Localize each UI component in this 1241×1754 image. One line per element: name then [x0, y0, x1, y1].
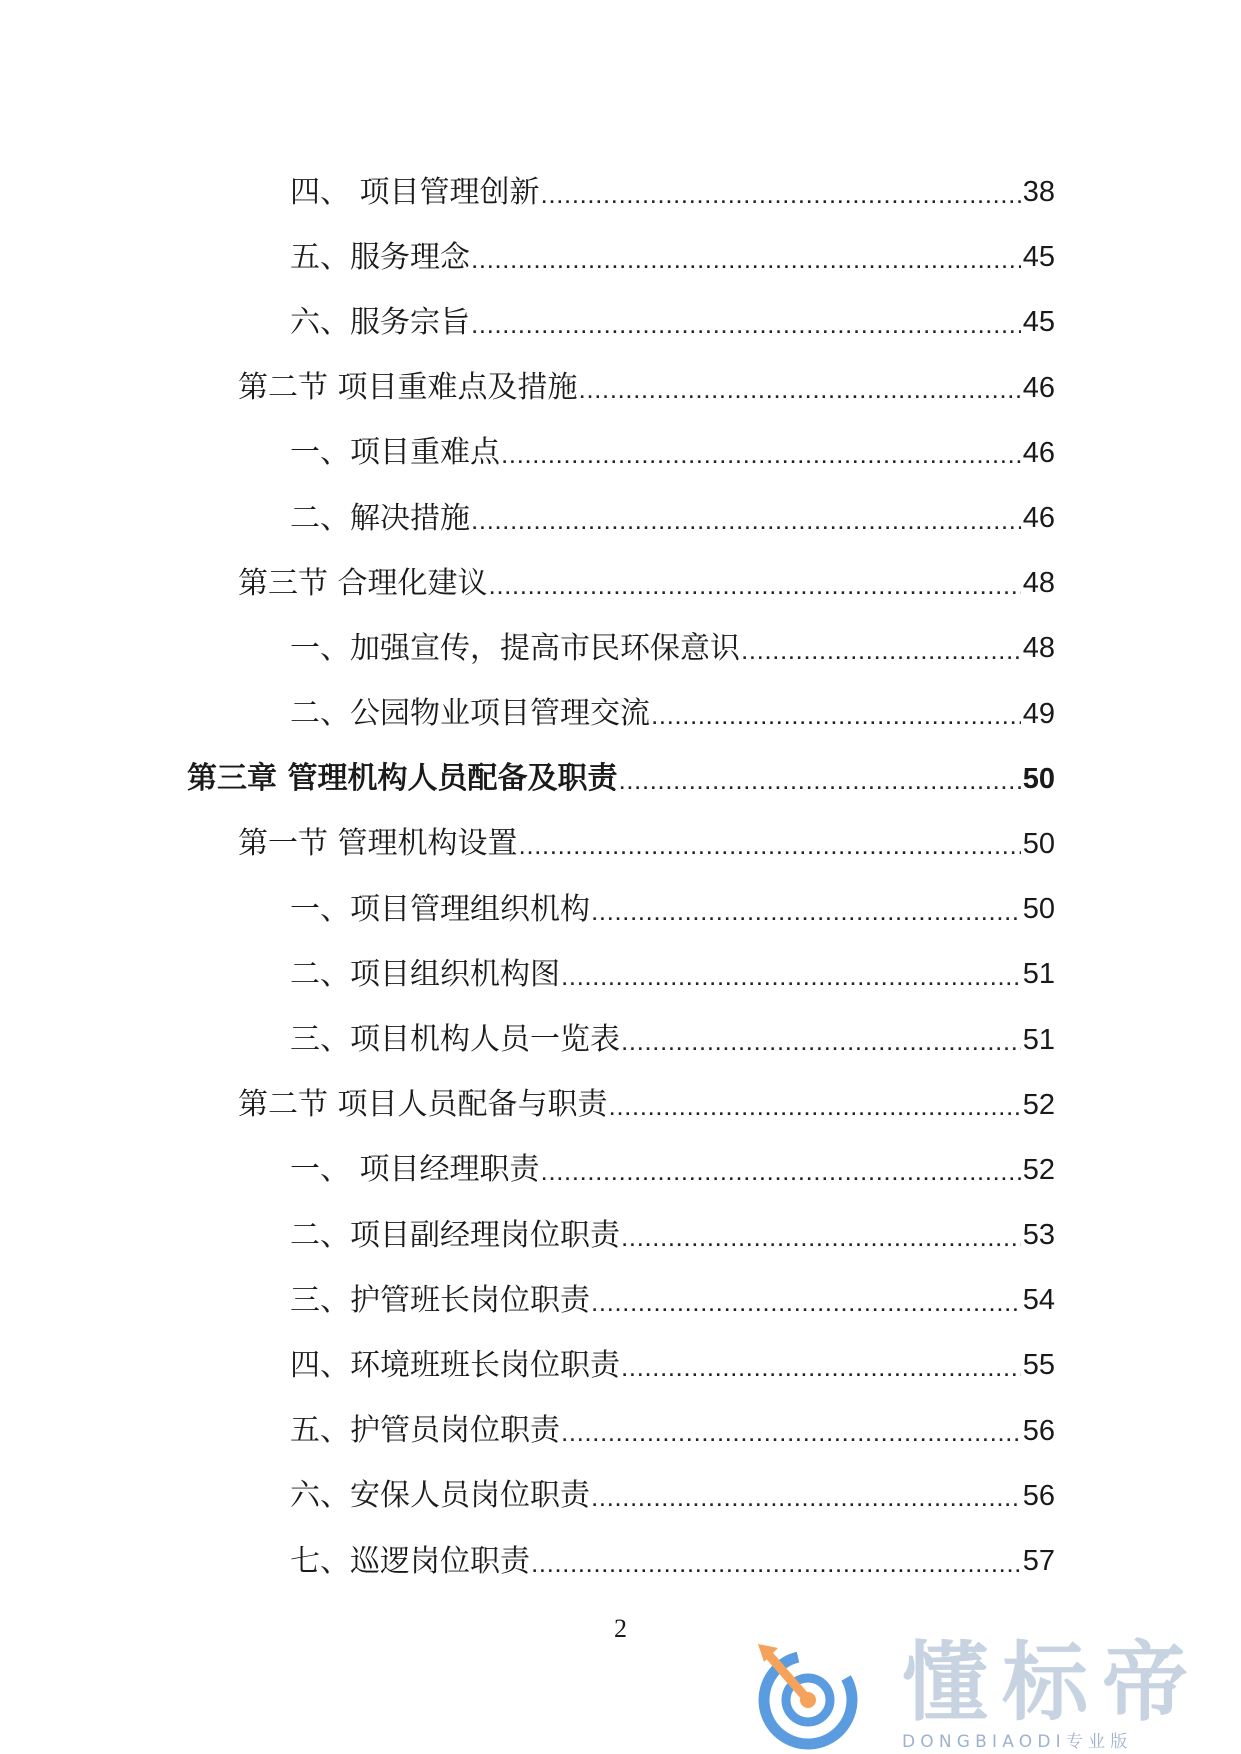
watermark-brand-name: 懂标帝 — [902, 1633, 1202, 1733]
toc-dot-leader — [562, 1416, 1021, 1446]
toc-entry-page: 51 — [1022, 1023, 1055, 1056]
toc-dot-leader — [580, 373, 1021, 403]
toc-entry-title: 三、护管班长岗位职责 — [290, 1282, 590, 1318]
toc-dot-leader — [592, 1286, 1021, 1316]
toc-entry-title: 五、护管员岗位职责 — [290, 1413, 560, 1449]
toc-entry[interactable] — [0, 1399, 1241, 1464]
toc-entry-page: 46 — [1022, 502, 1055, 535]
toc-dot-leader — [592, 895, 1021, 925]
toc-dot-leader — [652, 699, 1021, 729]
toc-entry-page: 46 — [1022, 371, 1055, 404]
toc-entry-title: 二、项目副经理岗位职责 — [290, 1217, 620, 1253]
toc-dot-leader — [502, 438, 1021, 468]
toc-entry[interactable] — [0, 1268, 1241, 1333]
toc-entry[interactable] — [0, 616, 1241, 681]
toc-entry[interactable] — [0, 1203, 1241, 1268]
page-number: 2 — [614, 1614, 627, 1643]
toc-entry-title: 第二节 项目重难点及措施 — [238, 370, 578, 406]
toc-entry[interactable] — [0, 1464, 1241, 1529]
toc-entry-page: 50 — [1022, 827, 1055, 860]
toc-entry-title: 一、加强宣传，提高市民环保意识 — [290, 630, 740, 666]
toc-entry-page: 56 — [1022, 1479, 1055, 1512]
toc-section-entry[interactable] — [0, 356, 1241, 421]
toc-entry-page: 45 — [1022, 306, 1055, 339]
toc-entry-title: 二、解决措施 — [290, 500, 470, 536]
toc-entry[interactable] — [0, 682, 1241, 747]
toc-entry-page: 48 — [1022, 567, 1055, 600]
toc-entry-title: 第三章 管理机构人员配备及职责 — [187, 761, 618, 797]
toc-entry-page: 51 — [1022, 958, 1055, 991]
toc-dot-leader — [562, 960, 1021, 990]
toc-entry[interactable] — [0, 1333, 1241, 1398]
toc-dot-leader — [610, 1090, 1021, 1120]
toc-entry-title: 二、公园物业项目管理交流 — [290, 696, 650, 732]
toc-entry-page: 52 — [1022, 1153, 1055, 1186]
toc-dot-leader — [622, 1221, 1021, 1251]
toc-entry[interactable] — [0, 160, 1241, 225]
toc-entry-page: 45 — [1022, 241, 1055, 274]
toc-entry-page: 46 — [1022, 436, 1055, 469]
toc-entry-title: 第三节 合理化建议 — [238, 565, 488, 601]
toc-entry[interactable] — [0, 486, 1241, 551]
toc-entry[interactable] — [0, 225, 1241, 290]
toc-dot-leader — [742, 634, 1021, 664]
toc-entry-page: 56 — [1022, 1414, 1055, 1447]
toc-entry-page: 38 — [1022, 176, 1055, 209]
toc-dot-leader — [592, 1481, 1021, 1511]
toc-dot-leader — [472, 504, 1021, 534]
toc-entry-title: 六、安保人员岗位职责 — [290, 1478, 590, 1514]
toc-entry-title: 第一节 管理机构设置 — [238, 826, 518, 862]
watermark — [752, 1633, 1232, 1752]
toc-dot-leader — [542, 1155, 1021, 1185]
toc-entry-page: 50 — [1022, 762, 1055, 795]
toc-entry[interactable] — [0, 1007, 1241, 1072]
toc-entry-page: 53 — [1022, 1219, 1055, 1252]
toc-entry-title: 五、服务理念 — [290, 239, 470, 275]
toc-entry-title: 第二节 项目人员配备与职责 — [238, 1087, 608, 1123]
toc-entry-page: 54 — [1022, 1284, 1055, 1317]
toc-entry[interactable] — [0, 942, 1241, 1007]
toc-entry-page: 57 — [1022, 1545, 1055, 1578]
watermark-brand-subtitle: DONGBIAODI专业版 — [902, 1732, 1133, 1752]
toc-entry-title: 一、项目管理组织机构 — [290, 891, 590, 927]
toc-section-entry[interactable] — [0, 812, 1241, 877]
toc-entry-title: 七、巡逻岗位职责 — [290, 1543, 530, 1579]
toc-entry[interactable] — [0, 877, 1241, 942]
toc-dot-leader — [472, 243, 1021, 273]
toc-dot-leader — [532, 1547, 1021, 1577]
toc-entry-page: 52 — [1022, 1088, 1055, 1121]
toc-dot-leader — [619, 764, 1020, 794]
toc-chapter-entry[interactable] — [0, 747, 1241, 812]
toc-entry[interactable] — [0, 1138, 1241, 1203]
toc-dot-leader — [622, 1351, 1021, 1381]
toc-entry-title: 一、项目重难点 — [290, 435, 500, 471]
toc-entry[interactable] — [0, 1529, 1241, 1594]
toc-entry-page: 48 — [1022, 632, 1055, 665]
toc-entry-title: 二、项目组织机构图 — [290, 956, 560, 992]
toc-section-entry[interactable] — [0, 551, 1241, 616]
toc-entry[interactable] — [0, 421, 1241, 486]
toc-entry-title: 一、 项目经理职责 — [290, 1152, 540, 1188]
toc-dot-leader — [490, 569, 1021, 599]
toc-dot-leader — [472, 308, 1021, 338]
toc-entry[interactable] — [0, 290, 1241, 355]
toc-dot-leader — [520, 829, 1021, 859]
toc-entry-title: 四、 项目管理创新 — [290, 174, 540, 210]
toc-dot-leader — [622, 1025, 1021, 1055]
toc-entry-page: 50 — [1022, 893, 1055, 926]
target-logo-icon — [752, 1640, 864, 1752]
toc-dot-leader — [542, 178, 1021, 208]
toc-entry-title: 四、环境班班长岗位职责 — [290, 1347, 620, 1383]
toc-entry-title: 六、服务宗旨 — [290, 304, 470, 340]
table-of-contents — [0, 160, 1241, 1594]
toc-entry-title: 三、项目机构人员一览表 — [290, 1022, 620, 1058]
toc-section-entry[interactable] — [0, 1073, 1241, 1138]
toc-entry-page: 49 — [1022, 697, 1055, 730]
toc-entry-page: 55 — [1022, 1349, 1055, 1382]
